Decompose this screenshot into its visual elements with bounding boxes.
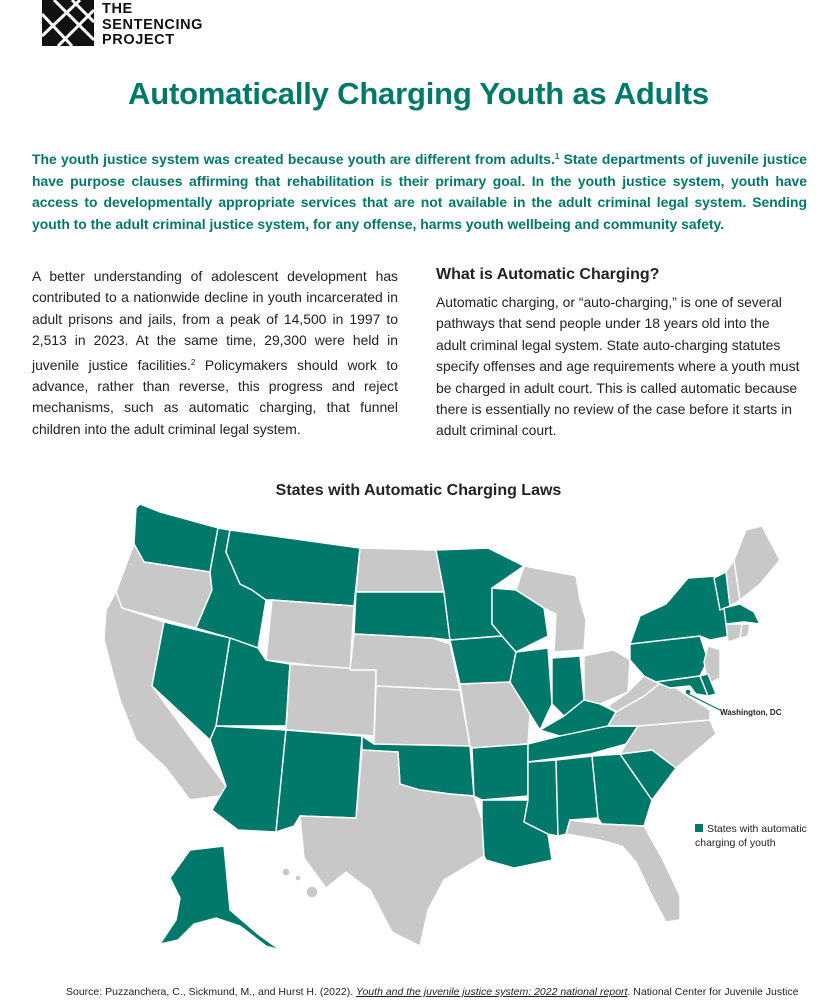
- source-citation: [66, 986, 798, 998]
- state-ME: [734, 526, 780, 600]
- state-CT: [726, 624, 742, 642]
- state-FL: [566, 820, 680, 922]
- intro-paragraph: [32, 146, 807, 235]
- sentencing-project-logo-icon: [42, 0, 94, 46]
- state-HI: [282, 868, 290, 876]
- section-heading: What is Automatic Charging?: [436, 266, 660, 283]
- legend-label-line1: States with automatic: [707, 823, 807, 835]
- state-HI-island-3: [306, 886, 318, 898]
- right-column: [436, 266, 802, 442]
- page-title: Automatically Charging Youth as Adults: [128, 76, 709, 111]
- logo-line-1: THE: [102, 1, 133, 17]
- legend-label-line2: charging of youth: [695, 837, 776, 849]
- left-text-1: A better understanding of adolescent development has contributed to a nationwide decline in youth incarcerated in adult prisons and jails, from a peak of 14,500 in 1997 to 2,513 in 2023. At the same time, 29,300 were held in juvenile justice facilities.: [32, 268, 398, 373]
- state-KS: [374, 686, 470, 746]
- footnote-1[interactable]: 1: [554, 152, 560, 161]
- intro-text-2: State departments of juvenile justice have purpose clauses affirming that rehabilitation is their primary goal. In the youth justice system, youth have access to developmentally appropriate services that are not available in the adult criminal legal system. Sending youth to the adult criminal justice system, for any offense, harms youth wellbeing and community safety.: [32, 151, 808, 232]
- state-IA: [450, 636, 516, 684]
- source-suffix: . National Center for Juvenile Justice: [627, 986, 799, 998]
- state-HI-group: [282, 868, 318, 898]
- logo: [42, 0, 203, 49]
- state-HI-island-2: [295, 875, 301, 881]
- state-AK: [160, 846, 280, 950]
- legend-swatch-icon: [695, 824, 703, 832]
- state-SD: [354, 592, 450, 640]
- source-title-link[interactable]: Youth and the juvenile justice system: 2022 national report: [356, 986, 628, 998]
- source-prefix: Source: Puzzanchera, C., Sickmund, M., and Hurst H. (2022).: [66, 986, 357, 998]
- logo-text: [102, 2, 203, 49]
- map-legend: [695, 822, 807, 850]
- left-text-2: Policymakers should work to advance, rather than reverse, this progress and reject mechanisms, such as automatic charging, that funnel children into the adult criminal legal system.: [32, 356, 399, 437]
- map-title: States with Automatic Charging Laws: [275, 482, 562, 499]
- footnote-2[interactable]: 2: [190, 357, 196, 367]
- section-body: Automatic charging, or “auto-charging,” is one of several pathways that send people under 18 years old into the adult criminal legal system. State auto-charging statutes specify offenses and age requirements where a youth must be charged in adult court. This is called automatic because there is essentially no review of the case before it starts in adult criminal court.: [436, 294, 800, 439]
- state-RI: [740, 624, 750, 638]
- logo-line-3: PROJECT: [102, 32, 175, 48]
- state-CO: [286, 664, 376, 736]
- dc-label: Washington, DC: [720, 708, 782, 717]
- state-AR: [472, 744, 528, 800]
- state-MA: [724, 604, 760, 624]
- state-WY: [266, 600, 354, 670]
- state-MS: [524, 760, 558, 836]
- intro-text-1: The youth justice system was created because youth are different from adults.: [32, 151, 555, 167]
- us-states-map: [40, 500, 820, 980]
- state-ND: [356, 548, 444, 592]
- left-column-paragraph: [32, 266, 398, 440]
- logo-line-2: SENTENCING: [102, 16, 204, 33]
